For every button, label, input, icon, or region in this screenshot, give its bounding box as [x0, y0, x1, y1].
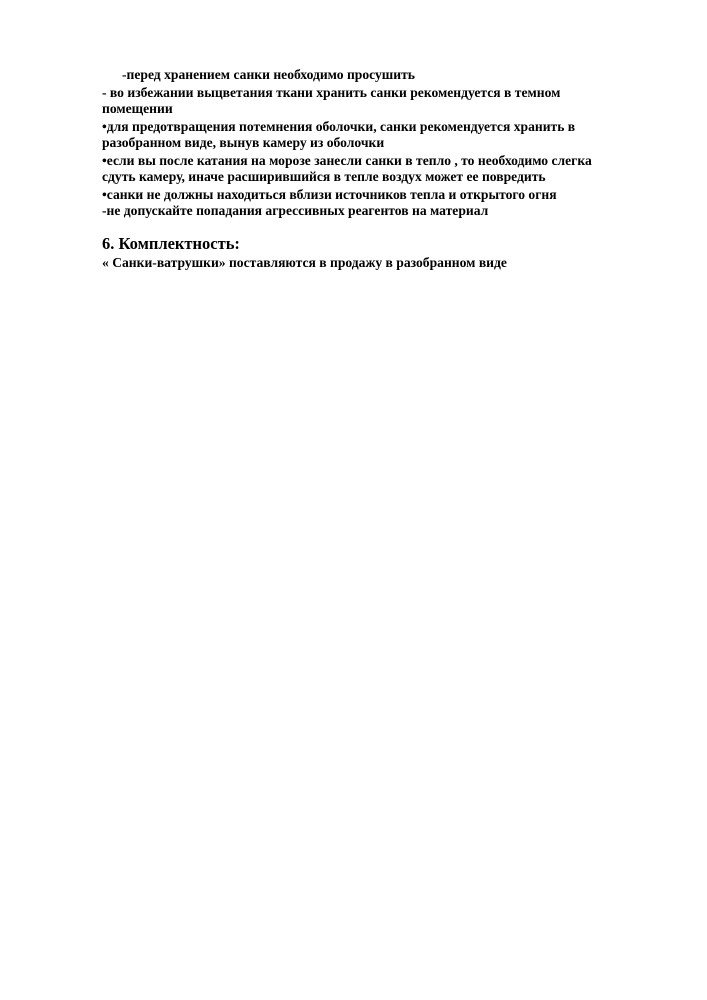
storage-line-3: помещении — [102, 101, 173, 116]
storage-line-4: •для предотвращения потемнения оболочки, санки рекомендуется хранить в — [102, 119, 576, 134]
storage-line-8: •санки не должны находиться вблизи источников тепла и открытого огня — [102, 187, 557, 202]
storage-line-7: сдуть камеру, иначе расширившийся в тепле воздух может ее повредить — [102, 169, 546, 184]
section-6-heading: 6. Комплектность: — [102, 234, 240, 253]
storage-line-5: разобранном виде, вынув камеру из оболочки — [102, 135, 385, 150]
storage-line-1: -перед хранением санки необходимо просушить — [122, 67, 415, 82]
storage-line-9: -не допускайте попадания агрессивных реагентов на материал — [102, 203, 489, 218]
storage-line-6: •если вы после катания на морозе занесли санки в тепло , то необходимо слегка — [102, 153, 592, 168]
storage-line-2: - во избежании выцветания ткани хранить санки рекомендуется в темном — [102, 85, 561, 100]
section-6-text: « Санки-ватрушки» поставляются в продажу в разобранном виде — [102, 255, 507, 270]
